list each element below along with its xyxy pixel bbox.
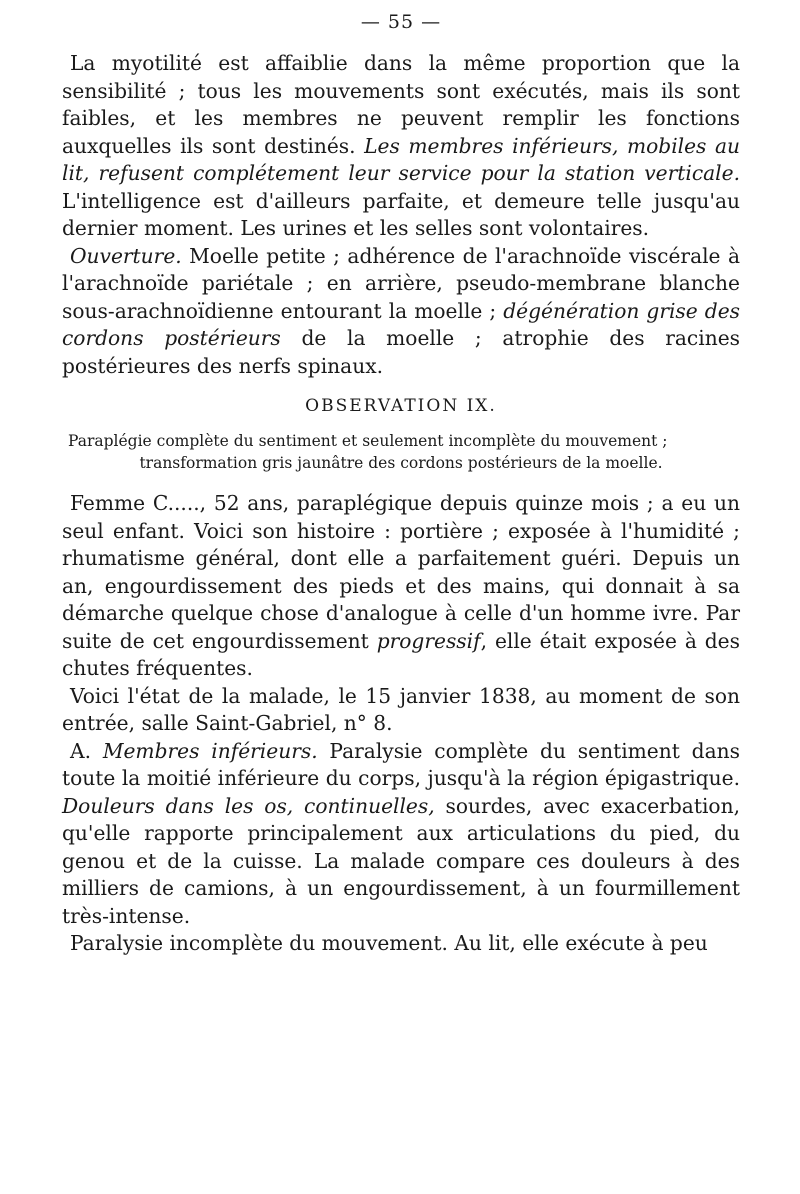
text-span: Voici l'état de la malade, le 15 janvier 1838, au moment de son entrée, salle Saint-Gabriel, n° 8. [62, 683, 740, 735]
italic-span: dégénération grise des cordons postérieurs [62, 298, 740, 350]
text-span: A. [70, 738, 103, 763]
text-span: Femme C....., 52 ans, paraplégique depuis quinze mois ; a eu un seul enfant. Voici son histoire : portière ; exposée à l'humidité ; rhumatisme général, dont elle a parfaitement guéri. Depuis un an, engourdissement des pieds et des mains, qui donnait à sa démarche quelque chose d'analogue à celle d'un homme ivre. Par suite de cet engourdissement [62, 491, 740, 653]
paragraph-membres-inferieurs [62, 738, 740, 931]
italic-span: Ouverture. [70, 243, 182, 268]
page-number: — 55 — [360, 11, 442, 33]
italic-span: Douleurs dans les os, continuelles, [62, 793, 435, 818]
observation-summary [68, 430, 734, 474]
italic-span: progressif [376, 628, 481, 653]
paragraph-myotilite [62, 50, 740, 243]
text-span: , elle était exposée à des chutes fréquentes. [62, 628, 740, 680]
text-span: L'intelligence est d'ailleurs parfaite, et demeure telle jusqu'au dernier moment. Les urines et les selles sont volontaires. [62, 188, 740, 240]
paragraph-femme [62, 490, 740, 683]
text-span: sourdes, avec exacerbation, qu'elle rapporte principalement aux articulations du pied, du genou et de la cuisse. La malade compare ces douleurs à des milliers de camions, à un engourdissement, à un fourmillement très-intense. [62, 793, 740, 928]
summary-line-1: Paraplégie complète du sentiment et seulement incomplète du mouvement ; [68, 432, 668, 450]
paragraph-paralysie [62, 930, 740, 958]
text-span: Paralysie complète du sentiment dans toute la moitié inférieure du corps, jusqu'à la région épigastrique. [62, 738, 740, 790]
italic-span: Membres inférieurs. [102, 738, 318, 763]
text-span: Moelle petite ; adhérence de l'arachnoïde viscérale à l'arachnoïde pariétale ; en arrière, pseudo-membrane blanche sous-arachnoïdienne entourant la moelle ; [62, 243, 740, 323]
text-span: La myotilité est affaiblie dans la même proportion que la sensibilité ; tous les mouvements sont exécutés, mais ils sont faibles, et les membres ne peuvent remplir les fonctions auxquelles ils sont destinés. [62, 51, 740, 158]
observation-title: OBSERVATION IX. [305, 396, 497, 416]
paragraph-ouverture [62, 243, 740, 381]
summary-line-2: transformation gris jaunâtre des cordons postérieurs de la moelle. [139, 454, 663, 472]
paragraph-etat [62, 683, 740, 738]
text-span: de la moelle ; atrophie des racines postérieures des nerfs spinaux. [62, 326, 740, 378]
italic-span: Les membres inférieurs, mobiles au lit, refusent complétement leur service pour la station verticale. [62, 133, 740, 185]
text-span: Paralysie incomplète du mouvement. Au lit, elle exécute à peu [70, 931, 708, 955]
